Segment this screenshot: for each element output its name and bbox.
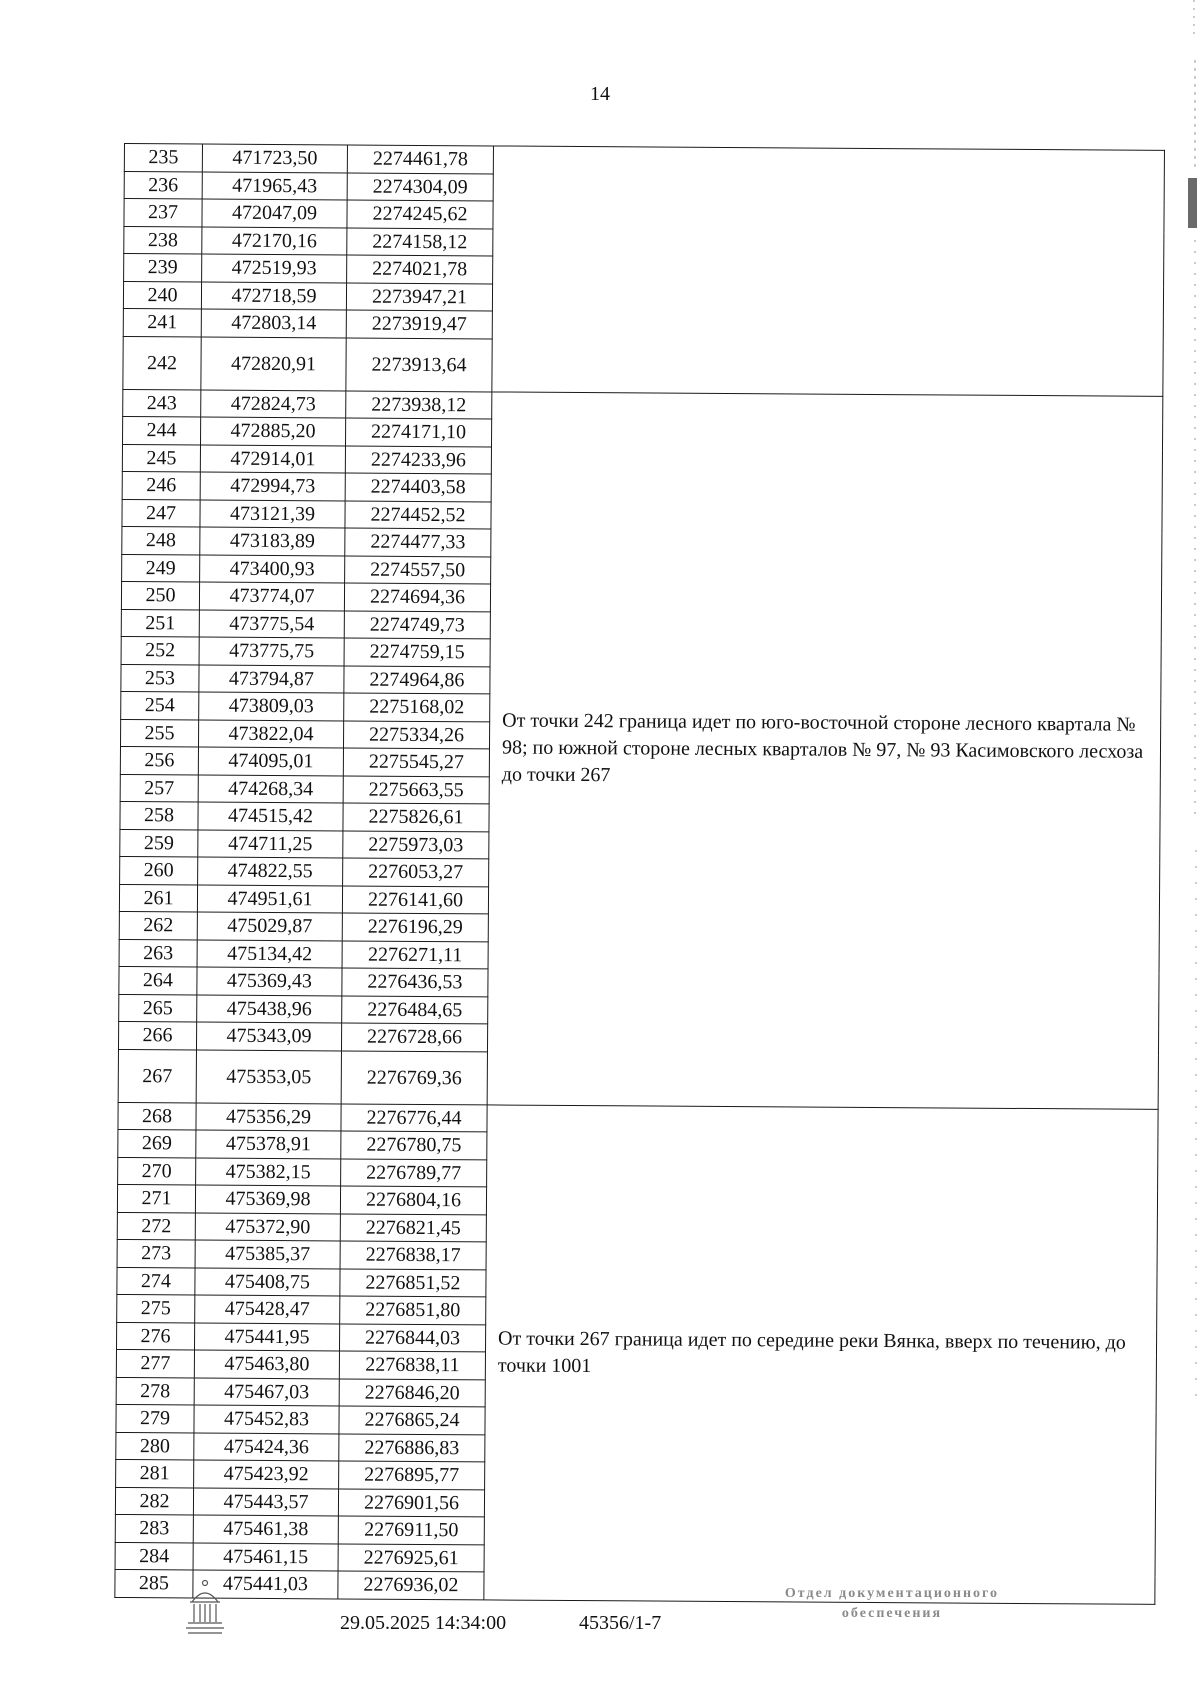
- point-number-cell: 237: [124, 199, 202, 227]
- point-number-cell: 238: [124, 226, 202, 254]
- point-number-cell: 244: [123, 416, 201, 444]
- y-coordinate-cell: 2274557,50: [345, 555, 491, 583]
- point-number-cell: 267: [118, 1049, 196, 1103]
- point-number-cell: 274: [117, 1267, 195, 1295]
- y-coordinate-cell: 2275334,26: [343, 720, 489, 748]
- x-coordinate-cell: 475467,03: [194, 1377, 339, 1405]
- x-coordinate-cell: 472718,59: [201, 282, 346, 310]
- page-number: 14: [590, 83, 610, 105]
- x-coordinate-cell: 473809,03: [199, 692, 344, 720]
- point-number-cell: 279: [116, 1404, 194, 1432]
- x-coordinate-cell: 473121,39: [200, 500, 345, 528]
- y-coordinate-cell: 2275545,27: [343, 748, 489, 776]
- point-number-cell: 271: [117, 1184, 195, 1212]
- x-coordinate-cell: 474711,25: [198, 830, 343, 858]
- x-coordinate-cell: 474951,61: [197, 885, 342, 913]
- department-stamp-line-2: обеспечения: [841, 1606, 943, 1621]
- y-coordinate-cell: 2276728,66: [341, 1023, 487, 1051]
- x-coordinate-cell: 471723,50: [202, 144, 347, 172]
- point-number-cell: 277: [116, 1349, 194, 1377]
- x-coordinate-cell: 475369,98: [195, 1185, 340, 1213]
- point-number-cell: 239: [124, 254, 202, 282]
- point-number-cell: 282: [115, 1487, 193, 1515]
- y-coordinate-cell: 2276776,44: [341, 1103, 487, 1131]
- point-number-cell: 235: [124, 144, 202, 172]
- y-coordinate-cell: 2276196,29: [342, 913, 488, 941]
- point-number-cell: 276: [116, 1322, 194, 1350]
- x-coordinate-cell: 475378,91: [196, 1130, 341, 1158]
- y-coordinate-cell: 2274477,33: [345, 528, 491, 556]
- boundary-description-cell: [492, 146, 1165, 396]
- y-coordinate-cell: 2276141,60: [342, 885, 488, 913]
- x-coordinate-cell: 472803,14: [201, 309, 346, 337]
- y-coordinate-cell: 2276844,03: [339, 1323, 485, 1351]
- x-coordinate-cell: 472519,93: [202, 254, 347, 282]
- y-coordinate-cell: 2274403,58: [345, 473, 491, 501]
- x-coordinate-cell: 475461,38: [193, 1515, 338, 1543]
- x-coordinate-cell: 475372,90: [195, 1212, 340, 1240]
- y-coordinate-cell: 2273913,64: [346, 337, 492, 391]
- timestamp-stamp: 29.05.2025 14:34:00: [340, 1612, 507, 1634]
- point-number-cell: 268: [118, 1102, 196, 1130]
- y-coordinate-cell: 2275168,02: [344, 693, 490, 721]
- y-coordinate-cell: 2276838,11: [339, 1351, 485, 1379]
- y-coordinate-cell: 2276911,50: [338, 1516, 484, 1544]
- y-coordinate-cell: 2276484,65: [342, 995, 488, 1023]
- building-emblem-icon: [182, 1578, 228, 1638]
- x-coordinate-cell: 471965,43: [202, 172, 347, 200]
- x-coordinate-cell: 475353,05: [196, 1050, 341, 1104]
- point-number-cell: 245: [122, 444, 200, 472]
- point-number-cell: 246: [122, 471, 200, 499]
- coordinates-table: [114, 143, 1165, 1604]
- point-number-cell: 250: [121, 581, 199, 609]
- point-number-cell: 248: [122, 526, 200, 554]
- y-coordinate-cell: 2274158,12: [347, 227, 493, 255]
- point-number-cell: 283: [115, 1514, 193, 1542]
- y-coordinate-cell: 2274021,78: [347, 255, 493, 283]
- point-number-cell: 285: [115, 1569, 193, 1597]
- point-number-cell: 262: [119, 911, 197, 939]
- y-coordinate-cell: 2276053,27: [343, 858, 489, 886]
- y-coordinate-cell: 2276780,75: [341, 1131, 487, 1159]
- x-coordinate-cell: 475356,29: [196, 1102, 341, 1130]
- point-number-cell: 247: [122, 499, 200, 527]
- x-coordinate-cell: 473774,07: [199, 582, 344, 610]
- y-coordinate-cell: 2276851,52: [340, 1268, 486, 1296]
- y-coordinate-cell: 2273947,21: [346, 282, 492, 310]
- point-number-cell: 280: [116, 1432, 194, 1460]
- y-coordinate-cell: 2274461,78: [347, 145, 493, 173]
- x-coordinate-cell: 475385,37: [195, 1240, 340, 1268]
- x-coordinate-cell: 473775,75: [199, 637, 344, 665]
- y-coordinate-cell: 2274694,36: [344, 583, 490, 611]
- y-coordinate-cell: 2273919,47: [346, 310, 492, 338]
- department-stamp-line-1: Отдел документационного: [784, 1586, 1000, 1601]
- y-coordinate-cell: 2274304,09: [347, 172, 493, 200]
- y-coordinate-cell: 2274749,73: [344, 610, 490, 638]
- point-number-cell: 241: [123, 308, 201, 336]
- point-number-cell: 264: [119, 966, 197, 994]
- y-coordinate-cell: 2276789,77: [341, 1158, 487, 1186]
- y-coordinate-cell: 2276851,80: [340, 1296, 486, 1324]
- point-number-cell: 270: [118, 1157, 196, 1185]
- point-number-cell: 253: [121, 664, 199, 692]
- y-coordinate-cell: 2276769,36: [341, 1050, 487, 1104]
- point-number-cell: 260: [120, 856, 198, 884]
- x-coordinate-cell: 473183,89: [200, 527, 345, 555]
- x-coordinate-cell: 475441,95: [194, 1322, 339, 1350]
- x-coordinate-cell: 475029,87: [197, 912, 342, 940]
- document-id-stamp: 45356/1-7: [579, 1612, 662, 1634]
- x-coordinate-cell: 473400,93: [200, 555, 345, 583]
- y-coordinate-cell: 2276846,20: [339, 1378, 485, 1406]
- point-number-cell: 254: [121, 691, 199, 719]
- point-number-cell: 265: [119, 994, 197, 1022]
- point-number-cell: 249: [122, 554, 200, 582]
- y-coordinate-cell: 2276271,11: [342, 940, 488, 968]
- point-number-cell: 236: [124, 171, 202, 199]
- boundary-description-cell: От точки 267 граница идет по середине реки Вянка, вверх по течению, до точки 1001: [484, 1104, 1158, 1603]
- y-coordinate-cell: 2275663,55: [343, 775, 489, 803]
- y-coordinate-cell: 2274452,52: [345, 500, 491, 528]
- point-number-cell: 269: [118, 1129, 196, 1157]
- point-number-cell: 261: [119, 884, 197, 912]
- y-coordinate-cell: 2274964,86: [344, 665, 490, 693]
- x-coordinate-cell: 475408,75: [195, 1267, 340, 1295]
- x-coordinate-cell: 472047,09: [202, 199, 347, 227]
- x-coordinate-cell: 472170,16: [202, 227, 347, 255]
- point-number-cell: 251: [121, 609, 199, 637]
- point-number-cell: 243: [123, 389, 201, 417]
- boundary-description-cell: От точки 242 граница идет по юго-восточной стороне лесного квартала № 98; по южной стороне лесных кварталов № 97, № 93 Касимовского лесхоза до точки 267: [487, 391, 1163, 1108]
- point-number-cell: 266: [118, 1021, 196, 1049]
- x-coordinate-cell: 475443,57: [193, 1487, 338, 1515]
- y-coordinate-cell: 2276865,24: [339, 1406, 485, 1434]
- point-number-cell: 259: [120, 829, 198, 857]
- x-coordinate-cell: 472994,73: [200, 472, 345, 500]
- x-coordinate-cell: 473794,87: [199, 665, 344, 693]
- y-coordinate-cell: 2276838,17: [340, 1241, 486, 1269]
- point-number-cell: 281: [116, 1459, 194, 1487]
- y-coordinate-cell: 2274171,10: [345, 418, 491, 446]
- x-coordinate-cell: 475423,92: [194, 1460, 339, 1488]
- x-coordinate-cell: 475441,03: [193, 1570, 338, 1598]
- y-coordinate-cell: 2274759,15: [344, 638, 490, 666]
- y-coordinate-cell: 2276925,61: [338, 1543, 484, 1571]
- x-coordinate-cell: 475438,96: [197, 995, 342, 1023]
- y-coordinate-cell: 2276886,83: [339, 1433, 485, 1461]
- point-number-cell: 257: [120, 774, 198, 802]
- point-number-cell: 242: [123, 336, 201, 390]
- point-number-cell: 255: [120, 719, 198, 747]
- y-coordinate-cell: 2276895,77: [339, 1461, 485, 1489]
- point-number-cell: 263: [119, 939, 197, 967]
- y-coordinate-cell: 2276901,56: [338, 1488, 484, 1516]
- x-coordinate-cell: 472914,01: [200, 445, 345, 473]
- y-coordinate-cell: 2276936,02: [338, 1571, 484, 1599]
- x-coordinate-cell: 474822,55: [198, 857, 343, 885]
- x-coordinate-cell: 473775,54: [199, 610, 344, 638]
- y-coordinate-cell: 2273938,12: [346, 390, 492, 418]
- x-coordinate-cell: 474515,42: [198, 802, 343, 830]
- point-number-cell: 275: [117, 1294, 195, 1322]
- x-coordinate-cell: 475428,47: [195, 1295, 340, 1323]
- x-coordinate-cell: 475424,36: [194, 1432, 339, 1460]
- x-coordinate-cell: 473822,04: [198, 720, 343, 748]
- y-coordinate-cell: 2276804,16: [340, 1186, 486, 1214]
- point-number-cell: 240: [123, 281, 201, 309]
- y-coordinate-cell: 2275973,03: [343, 830, 489, 858]
- x-coordinate-cell: 475369,43: [197, 967, 342, 995]
- coordinates-table-body: [115, 144, 1165, 1604]
- point-number-cell: 278: [116, 1377, 194, 1405]
- x-coordinate-cell: 472824,73: [201, 390, 346, 418]
- x-coordinate-cell: 475382,15: [196, 1157, 341, 1185]
- x-coordinate-cell: 475134,42: [197, 940, 342, 968]
- x-coordinate-cell: 475463,80: [194, 1350, 339, 1378]
- y-coordinate-cell: 2274245,62: [347, 200, 493, 228]
- point-number-cell: 284: [115, 1542, 193, 1570]
- y-coordinate-cell: 2275826,61: [343, 803, 489, 831]
- x-coordinate-cell: 475343,09: [196, 1022, 341, 1050]
- point-number-cell: 256: [120, 746, 198, 774]
- y-coordinate-cell: 2276821,45: [340, 1213, 486, 1241]
- point-number-cell: 258: [120, 801, 198, 829]
- point-number-cell: 252: [121, 636, 199, 664]
- x-coordinate-cell: 472885,20: [201, 417, 346, 445]
- y-coordinate-cell: 2274233,96: [345, 445, 491, 473]
- department-stamp: [742, 1584, 1042, 1624]
- x-coordinate-cell: 474268,34: [198, 775, 343, 803]
- page-footer: [0, 1578, 1200, 1648]
- x-coordinate-cell: 472820,91: [201, 337, 346, 391]
- point-number-cell: 272: [117, 1212, 195, 1240]
- x-coordinate-cell: 474095,01: [198, 747, 343, 775]
- x-coordinate-cell: 475452,83: [194, 1405, 339, 1433]
- scan-margin-marks: [1186, 0, 1200, 1695]
- y-coordinate-cell: 2276436,53: [342, 968, 488, 996]
- point-number-cell: 273: [117, 1239, 195, 1267]
- x-coordinate-cell: 475461,15: [193, 1542, 338, 1570]
